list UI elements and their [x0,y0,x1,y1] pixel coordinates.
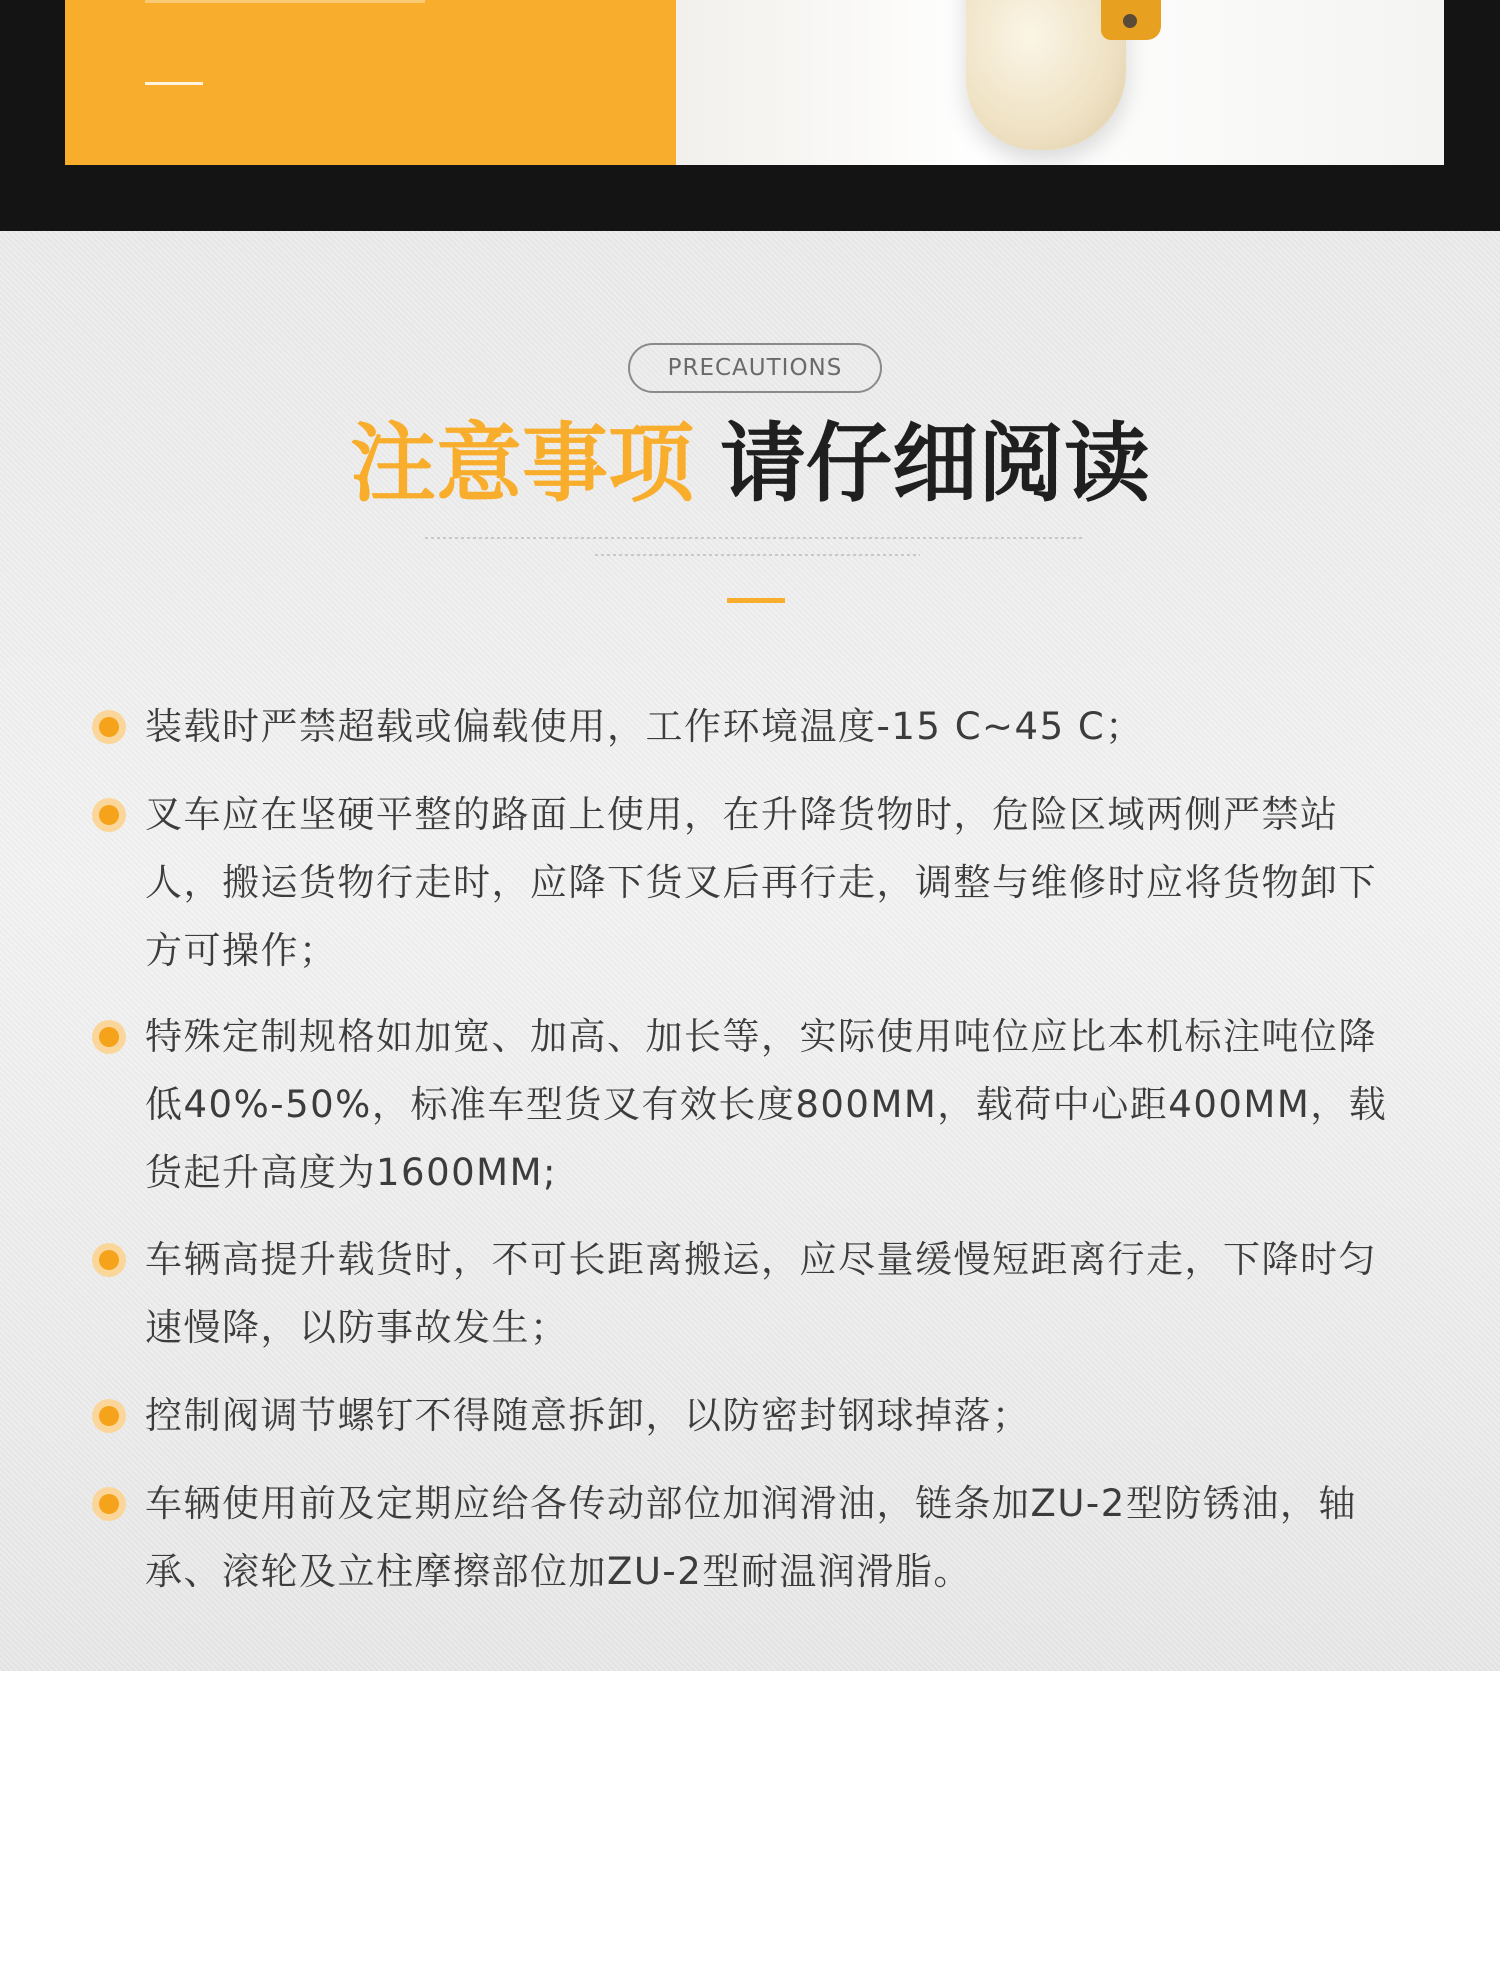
banner-dash [145,82,203,85]
precautions-label: PRECAUTIONS [628,343,882,393]
title-highlight: 注意事项 [350,414,694,514]
bullet-dot-icon [92,1487,126,1521]
precautions-section [0,231,1500,1671]
bullet-dot-icon [92,1243,126,1277]
precaution-text: 装载时严禁超载或偏载使用，工作环境温度-15 C~45 C； [145,705,1144,748]
title-rest: 请仔细阅读 [720,414,1150,514]
banner-orange-panel [65,0,676,165]
decorative-fine-text-line [425,537,1085,539]
bullet-dot-icon [92,798,126,832]
precaution-text: 车辆高提升载货时，不可长距离搬运，应尽量缓慢短距离行走，下降时匀速慢降，以防事故发生； [145,1238,1377,1349]
bullet-dot-icon [92,710,126,744]
bullet-dot-icon [92,1399,126,1433]
title-accent-bar [727,598,785,603]
banner-decorative-line [145,0,425,3]
product-photo [676,0,1444,165]
top-banner [0,0,1500,231]
precaution-text: 特殊定制规格如加宽、加高、加长等，实际使用吨位应比本机标注吨位降低40%-50%，标准车型货叉有效长度800MM，载荷中心距400MM，载货起升高度为1600MM; [145,1015,1388,1194]
precaution-text: 车辆使用前及定期应给各传动部位加润滑油，链条加ZU-2型防锈油，轴承、滚轮及立柱摩擦部位加ZU-2型耐温润滑脂。 [145,1482,1357,1593]
roller-bolt-image [1123,14,1137,28]
precaution-text: 控制阀调节螺钉不得随意拆卸，以防密封钢球掉落； [145,1394,1031,1437]
bullet-dot-icon [92,1020,126,1054]
section-title [0,409,1500,519]
decorative-fine-text-line [595,554,920,556]
precaution-text: 叉车应在坚硬平整的路面上使用，在升降货物时，危险区域两侧严禁站人，搬运货物行走时，应降下货叉后再行走，调整与维修时应将货物卸下方可操作； [145,793,1377,972]
